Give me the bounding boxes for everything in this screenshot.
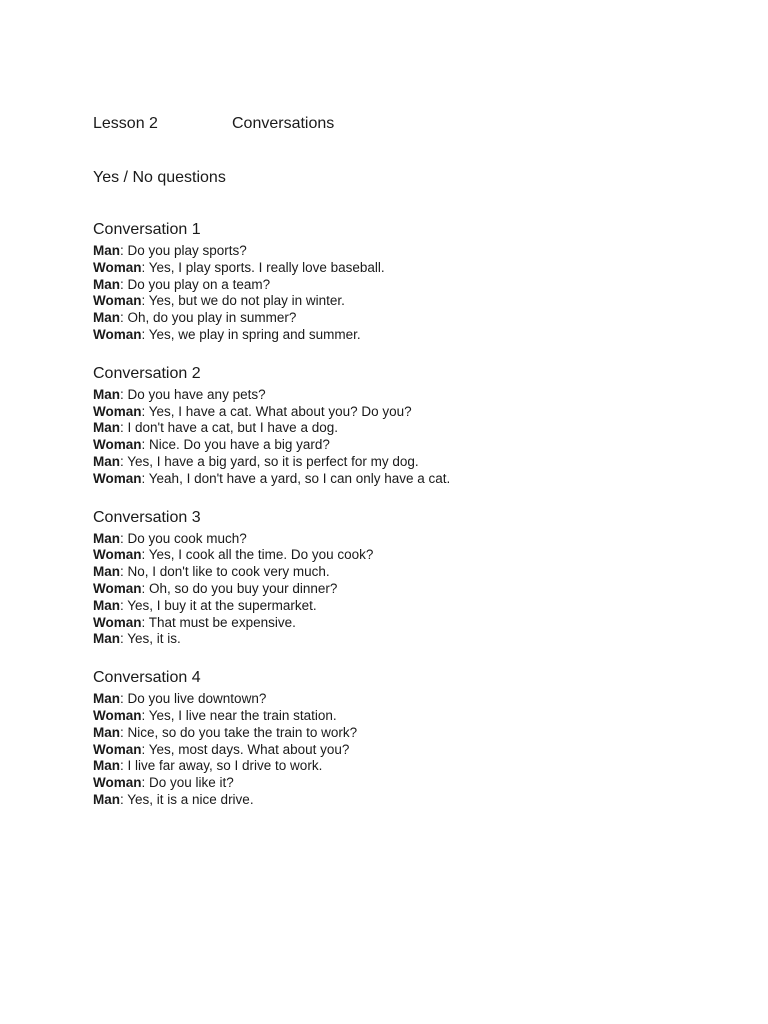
utterance-text: : Yes, I live near the train station. — [141, 707, 337, 723]
speaker-name: Woman — [93, 437, 142, 453]
utterance-text: : Yes, I play sports. I really love baseball. — [141, 259, 385, 275]
utterance-text: : Nice, so do you take the train to work? — [120, 724, 358, 740]
dialogue-line — [93, 708, 713, 725]
dialogue-lines — [93, 387, 713, 488]
dialogue-lines — [93, 243, 713, 344]
dialogue-line — [93, 598, 713, 615]
utterance-text: : Yes, most days. What about you? — [141, 741, 350, 757]
utterance-text: : Oh, so do you buy your dinner? — [141, 580, 338, 596]
dialogue-lines — [93, 531, 713, 649]
dialogue-line — [93, 775, 713, 792]
utterance-text: : Do you have any pets? — [120, 386, 266, 402]
speaker-name: Woman — [93, 707, 142, 723]
utterance-text: : Nice. Do you have a big yard? — [141, 437, 330, 453]
speaker-name: Man — [93, 564, 120, 580]
lesson-label: Lesson 2 — [93, 115, 158, 132]
conversation-section — [93, 507, 713, 649]
dialogue-line — [93, 547, 713, 564]
dialogue-line — [93, 691, 713, 708]
speaker-name: Woman — [93, 547, 142, 563]
dialogue-line — [93, 387, 713, 404]
utterance-text: : Yes, I cook all the time. Do you cook? — [141, 547, 374, 563]
speaker-name: Woman — [93, 741, 142, 757]
speaker-name: Man — [93, 310, 120, 326]
dialogue-line — [93, 310, 713, 327]
dialogue-line — [93, 725, 713, 742]
utterance-text: : Do you like it? — [141, 775, 234, 791]
utterance-text: : Yes, I have a big yard, so it is perfect for my dog. — [120, 453, 419, 469]
utterance-text: : Yes, but we do not play in winter. — [141, 293, 345, 309]
speaker-name: Man — [93, 276, 120, 292]
lesson-title: Conversations — [232, 115, 335, 132]
utterance-text: : Do you cook much? — [120, 530, 247, 546]
speaker-name: Man — [93, 597, 120, 613]
speaker-name: Man — [93, 791, 120, 807]
speaker-name: Man — [93, 243, 120, 258]
conversation-section — [93, 667, 713, 809]
speaker-name: Woman — [93, 775, 142, 791]
utterance-text: : Oh, do you play in summer? — [120, 310, 297, 326]
utterance-text: : Yeah, I don't have a yard, so I can only have a cat. — [141, 470, 451, 486]
dialogue-line — [93, 437, 713, 454]
utterance-text: : Yes, it is. — [120, 631, 181, 647]
speaker-name: Woman — [93, 614, 142, 630]
dialogue-line — [93, 404, 713, 421]
utterance-text: : I don't have a cat, but I have a dog. — [120, 420, 338, 436]
speaker-name: Man — [93, 386, 120, 402]
dialogue-line — [93, 277, 713, 294]
page-subtitle: Yes / No questions — [93, 169, 226, 186]
dialogue-lines — [93, 691, 713, 809]
dialogue-line — [93, 471, 713, 488]
page-title — [93, 113, 713, 135]
utterance-text: : Yes, we play in spring and summer. — [141, 326, 361, 342]
speaker-name: Man — [93, 453, 120, 469]
speaker-name: Man — [93, 631, 120, 647]
dialogue-line — [93, 758, 713, 775]
document-page — [93, 113, 713, 809]
conversation-heading: Conversation 1 — [93, 221, 201, 238]
utterance-text: : I live far away, so I drive to work. — [120, 758, 323, 774]
utterance-text: : Do you live downtown? — [120, 691, 267, 707]
dialogue-line — [93, 454, 713, 471]
conversation-list — [93, 219, 713, 809]
dialogue-line — [93, 631, 713, 648]
utterance-text: : No, I don't like to cook very much. — [120, 564, 330, 580]
utterance-text: : Yes, I have a cat. What about you? Do you? — [141, 403, 412, 419]
speaker-name: Woman — [93, 326, 142, 342]
speaker-name: Man — [93, 530, 120, 546]
speaker-name: Woman — [93, 403, 142, 419]
dialogue-line — [93, 581, 713, 598]
dialogue-line — [93, 293, 713, 310]
utterance-text: : Do you play sports? — [120, 243, 247, 258]
utterance-text: : Do you play on a team? — [120, 276, 271, 292]
utterance-text: : That must be expensive. — [141, 614, 296, 630]
dialogue-line — [93, 564, 713, 581]
conversation-section — [93, 219, 713, 344]
conversation-heading: Conversation 3 — [93, 508, 201, 526]
speaker-name: Man — [93, 758, 120, 774]
dialogue-line — [93, 531, 713, 548]
speaker-name: Woman — [93, 293, 142, 309]
dialogue-line — [93, 420, 713, 437]
dialogue-line — [93, 615, 713, 632]
utterance-text: : Yes, I buy it at the supermarket. — [120, 597, 317, 613]
dialogue-line — [93, 260, 713, 277]
speaker-name: Man — [93, 691, 120, 707]
conversation-section — [93, 363, 713, 488]
dialogue-line — [93, 327, 713, 344]
utterance-text: : Yes, it is a nice drive. — [120, 791, 254, 807]
dialogue-line — [93, 243, 713, 260]
speaker-name: Woman — [93, 470, 142, 486]
conversation-heading: Conversation 4 — [93, 669, 201, 687]
dialogue-line — [93, 742, 713, 759]
dialogue-line — [93, 792, 713, 809]
speaker-name: Woman — [93, 259, 142, 275]
speaker-name: Man — [93, 420, 120, 436]
speaker-name: Man — [93, 724, 120, 740]
conversation-heading: Conversation 2 — [93, 364, 201, 382]
speaker-name: Woman — [93, 580, 142, 596]
